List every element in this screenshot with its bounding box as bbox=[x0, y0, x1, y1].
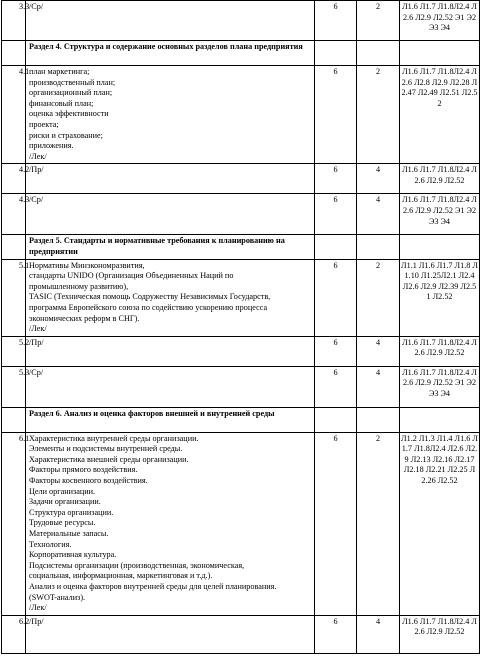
section-hours-cell bbox=[315, 235, 357, 259]
literature-cell: Л1.6 Л1.7 Л1.8Л2.4 Л2.6 Л2.9 Л2.52 Э1 Э2 Э3 Э4 bbox=[400, 1, 480, 41]
topic-cell bbox=[26, 336, 315, 366]
semester-cell: 6 bbox=[315, 615, 357, 653]
semester-cell: 6 bbox=[315, 164, 357, 194]
row-number: 4.3 bbox=[2, 194, 26, 235]
topic-line: промышленному развитию), bbox=[29, 281, 129, 291]
topic-line: Характеристика внутренней среды организации. bbox=[29, 433, 199, 443]
topic-line: приложения. bbox=[29, 141, 74, 151]
section-hours-cell bbox=[315, 407, 357, 432]
section-num-cell bbox=[2, 235, 26, 259]
section-row bbox=[2, 407, 480, 432]
topic-line: /Пр/ bbox=[29, 165, 44, 175]
hours-cell: 4 bbox=[357, 194, 400, 235]
hours-cell: 4 bbox=[357, 336, 400, 366]
row-number: 5.2 bbox=[2, 336, 26, 366]
row-number: 5.1 bbox=[2, 259, 26, 336]
topic-line: стандарты UNIDO (Организация Объединенных Наций по bbox=[29, 271, 234, 281]
topic-line: Задачи организации. bbox=[29, 497, 101, 507]
hours-cell: 2 bbox=[357, 432, 400, 615]
topic-line: TASIC (Техническая помощь Содружеству Независимых Государств, bbox=[29, 292, 271, 302]
hours-cell: 2 bbox=[357, 66, 400, 164]
section-refs-cell bbox=[400, 235, 480, 259]
section-row bbox=[2, 41, 480, 66]
literature-cell: Л1.2 Л1.3 Л1.4 Л1.6 Л1.7 Л1.8Л2.4 Л2.6 Л2.9 Л2.13 Л2.16 Л2.17 Л2.18 Л2.21 Л2.25 Л2.26 Л2.52 bbox=[400, 432, 480, 615]
topic-line: Цели организации. bbox=[29, 486, 96, 496]
topic-cell bbox=[26, 66, 315, 164]
topic-line: план маркетинга; bbox=[29, 67, 90, 76]
topic-cell bbox=[26, 164, 315, 194]
topic-cell bbox=[26, 1, 315, 41]
topic-line: /Пр/ bbox=[29, 337, 44, 347]
literature-cell: Л1.6 Л1.7 Л1.8Л2.4 Л2.6 Л2.9 Л2.52 bbox=[400, 615, 480, 653]
row-number: 5.3 bbox=[2, 366, 26, 407]
hours-cell: 4 bbox=[357, 164, 400, 194]
topic-line: Характеристика внешней среды организации. bbox=[29, 454, 189, 464]
topic-line: Структура организации. bbox=[29, 507, 114, 517]
topic-line: социальная, информационная, маркетинговая и т.д.). bbox=[29, 571, 213, 581]
section-title: Раздел 5. Стандарты и нормативные требования к планированию на предприятии bbox=[26, 235, 315, 259]
row-number: 6.1 bbox=[2, 432, 26, 615]
table-row bbox=[2, 259, 480, 336]
topic-cell bbox=[26, 432, 315, 615]
hours-cell: 2 bbox=[357, 1, 400, 41]
section-hours-cell bbox=[357, 407, 400, 432]
topic-line: /Лек/ bbox=[29, 603, 47, 613]
section-hours-cell bbox=[315, 41, 357, 66]
topic-line: /Ср/ bbox=[29, 2, 44, 11]
row-number: 3.3 bbox=[2, 1, 26, 41]
topic-cell bbox=[26, 615, 315, 653]
curriculum-table bbox=[1, 0, 480, 654]
topic-line: Корпоративная культура. bbox=[29, 550, 117, 560]
topic-line: Трудовые ресурсы. bbox=[29, 518, 96, 528]
curriculum-table-body bbox=[2, 1, 480, 654]
topic-line: организационный план; bbox=[29, 88, 113, 98]
section-refs-cell bbox=[400, 407, 480, 432]
table-row bbox=[2, 366, 480, 407]
section-title: Раздел 4. Структура и содержание основных разделов плана предприятия bbox=[26, 41, 315, 66]
semester-cell: 6 bbox=[315, 432, 357, 615]
semester-cell: 6 bbox=[315, 366, 357, 407]
topic-line: /Ср/ bbox=[29, 195, 44, 205]
section-title: Раздел 6. Анализ и оценка факторов внешней и внутренней среды bbox=[26, 407, 315, 432]
section-refs-cell bbox=[400, 41, 480, 66]
topic-line: Элементы и подсистемы внутренней среды. bbox=[29, 444, 183, 454]
semester-cell: 6 bbox=[315, 194, 357, 235]
topic-cell bbox=[26, 259, 315, 336]
table-row bbox=[2, 432, 480, 615]
literature-cell: Л1.6 Л1.7 Л1.8Л2.4 Л2.6 Л2.8 Л2.9 Л2.28 Л2.47 Л2.49 Л2.51 Л2.52 bbox=[400, 66, 480, 164]
section-row bbox=[2, 235, 480, 259]
topic-line: финансовый план; bbox=[29, 98, 94, 108]
section-num-cell bbox=[2, 407, 26, 432]
topic-line: /Пр/ bbox=[29, 616, 44, 626]
topic-line: /Ср/ bbox=[29, 367, 44, 377]
topic-line: (SWOT-анализ). bbox=[29, 592, 86, 602]
topic-line: Нормативы Минэкономразвития, bbox=[29, 260, 145, 270]
table-row bbox=[2, 1, 480, 41]
topic-line: Технология. bbox=[29, 539, 72, 549]
row-number: 4.1 bbox=[2, 66, 26, 164]
topic-line: риски и страхование; bbox=[29, 130, 103, 140]
topic-line: производственный план; bbox=[29, 77, 116, 87]
hours-cell: 4 bbox=[357, 615, 400, 653]
topic-line: Подсистемы организации (производственная, экономическая, bbox=[29, 560, 245, 570]
topic-line: /Лек/ bbox=[29, 151, 47, 161]
topic-line: /Лек/ bbox=[29, 324, 47, 334]
topic-cell bbox=[26, 194, 315, 235]
topic-line: Факторы косвенного воздействия. bbox=[29, 476, 148, 486]
table-row bbox=[2, 336, 480, 366]
literature-cell: Л1.6 Л1.7 Л1.8Л2.4 Л2.6 Л2.9 Л2.52 Э1 Э2 Э3 Э4 bbox=[400, 194, 480, 235]
table-row bbox=[2, 164, 480, 194]
row-number: 6.2 bbox=[2, 615, 26, 653]
literature-cell: Л1.1 Л1.6 Л1.7 Л1.8 Л1.10 Л1.25Л2.1 Л2.4 Л2.6 Л2.9 Л2.39 Л2.51 Л2.52 bbox=[400, 259, 480, 336]
topic-line: Анализ и оценка факторов внутренней среды для целей планирования. bbox=[29, 582, 277, 591]
section-num-cell bbox=[2, 41, 26, 66]
literature-cell: Л1.6 Л1.7 Л1.8Л2.4 Л2.6 Л2.9 Л2.52 bbox=[400, 336, 480, 366]
row-number: 4.2 bbox=[2, 164, 26, 194]
section-hours-cell bbox=[357, 235, 400, 259]
topic-line: проекта; bbox=[29, 119, 59, 129]
topic-line: программа Европейского союза по содействию ускорению процесса bbox=[29, 302, 268, 312]
topic-line: Материальные запасы. bbox=[29, 529, 109, 539]
semester-cell: 6 bbox=[315, 1, 357, 41]
hours-cell: 2 bbox=[357, 259, 400, 336]
table-row bbox=[2, 194, 480, 235]
literature-cell: Л1.6 Л1.7 Л1.8Л2.4 Л2.6 Л2.9 Л2.52 Э1 Э2 Э3 Э4 bbox=[400, 366, 480, 407]
topic-cell bbox=[26, 366, 315, 407]
semester-cell: 6 bbox=[315, 259, 357, 336]
topic-line: оценка эффективности bbox=[29, 109, 109, 119]
section-hours-cell bbox=[357, 41, 400, 66]
semester-cell: 6 bbox=[315, 66, 357, 164]
hours-cell: 4 bbox=[357, 366, 400, 407]
literature-cell: Л1.6 Л1.7 Л1.8Л2.4 Л2.6 Л2.9 Л2.52 bbox=[400, 164, 480, 194]
table-row bbox=[2, 66, 480, 164]
semester-cell: 6 bbox=[315, 336, 357, 366]
table-row bbox=[2, 615, 480, 653]
topic-line: Факторы прямого воздействия. bbox=[29, 465, 138, 475]
topic-line: экономических реформ в СНГ). bbox=[29, 313, 140, 323]
